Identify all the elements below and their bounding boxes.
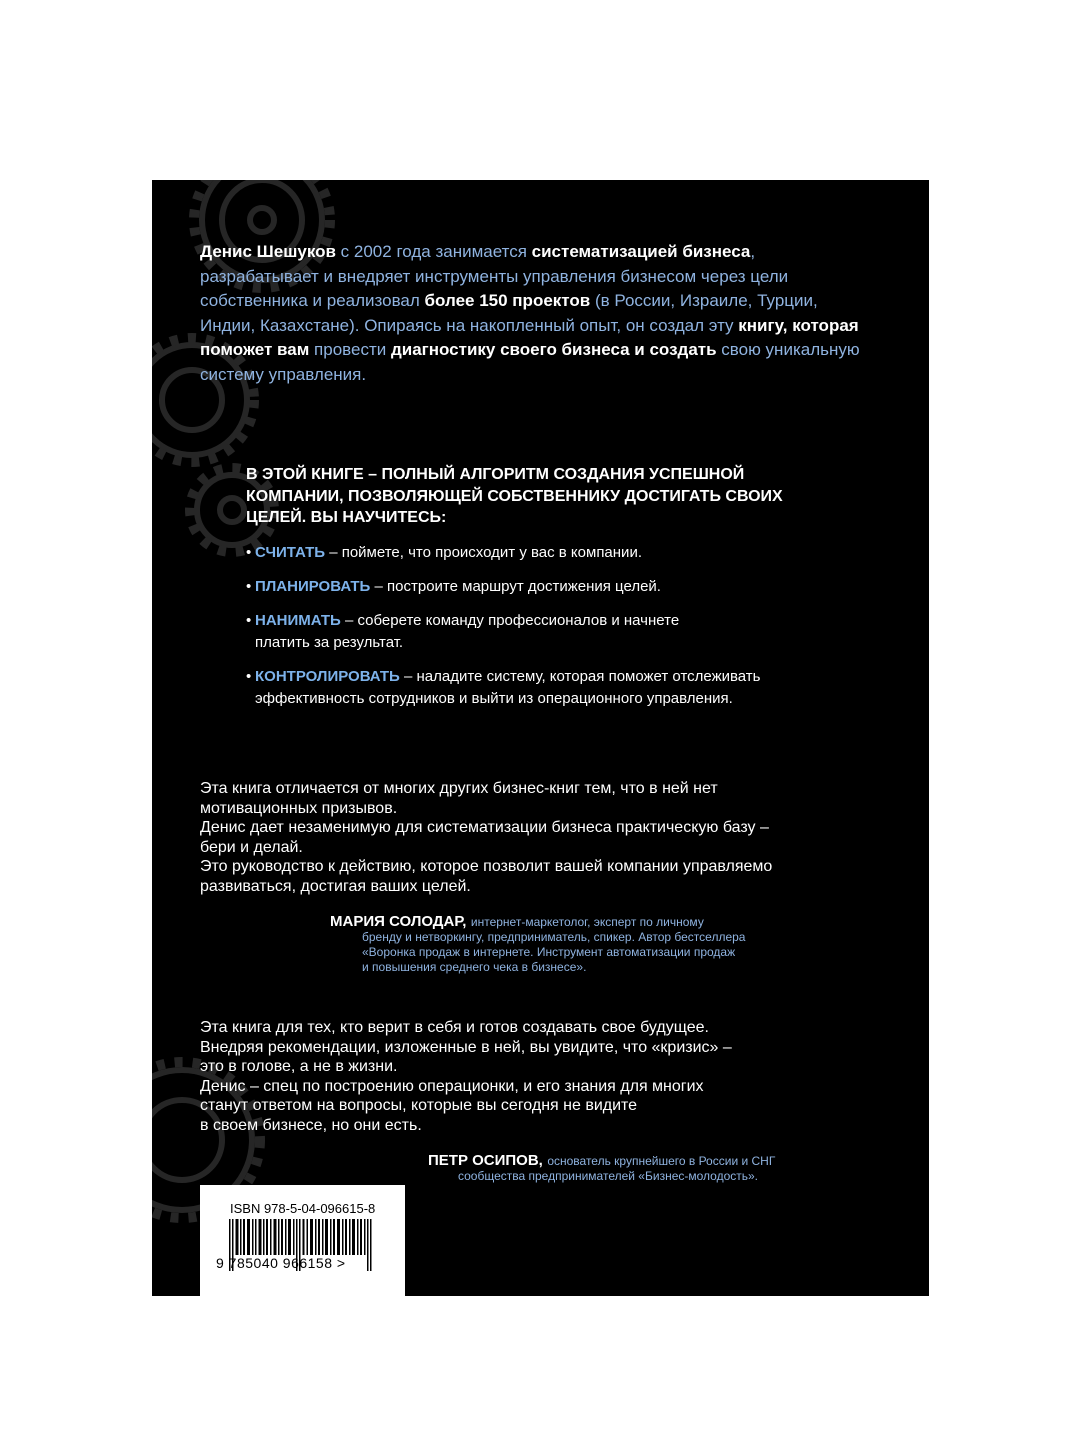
review-text: Эта книга для тех, кто верит в себя и готов создавать свое будущее. Внедряя рекомендации, изложенные в ней, вы увидите, что «кризис» – это в голове, а не в жизни. Денис – спец по построению операционки, и его знания для многих станут ответом на вопросы, которые вы сегодня не видите в своем бизнесе, но они есть. bbox=[200, 1019, 732, 1134]
review-text: Эта книга отличается от многих других бизнес-книг тем, что в ней нет мотивационных призывов. Денис дает незаменимую для систематизации бизнеса практическую базу – бери и делай. Это руководство к действию, которое позволит вашей компании управляемо развиваться, достигая ваших целей. bbox=[200, 780, 773, 895]
book-back-cover bbox=[152, 180, 929, 1296]
author-name: Денис Шешуков bbox=[200, 242, 336, 261]
isbn-barcode-block bbox=[200, 1185, 405, 1296]
bullet-keyword: НАНИМАТЬ bbox=[255, 612, 341, 629]
bullet-keyword: КОНТРОЛИРОВАТЬ bbox=[255, 668, 400, 685]
isbn-label: ISBN 978-5-04-096615-8 bbox=[230, 1201, 376, 1216]
reviewer-name: ПЕТР ОСИПОВ, bbox=[428, 1152, 543, 1169]
bullet-icon: • bbox=[246, 544, 252, 561]
isbn-digits: 9 785040 966158 > bbox=[216, 1255, 346, 1271]
bullet-item: • ПЛАНИРОВАТЬ – построите маршрут достижения целей. bbox=[246, 576, 846, 598]
reviewer-name: МАРИЯ СОЛОДАР, bbox=[330, 913, 467, 930]
bullet-keyword: СЧИТАТЬ bbox=[255, 544, 326, 561]
bullet-item: • КОНТРОЛИРОВАТЬ – наладите систему, которая поможет отслеживать эффективность сотрудников и выйти из операционного управления. bbox=[246, 668, 761, 707]
bullet-icon: • bbox=[246, 578, 252, 595]
author-intro: Денис Шешуков с 2002 года занимается систематизацией бизнеса, разрабатывает и внедряет инструменты управления бизнесом через цели собственника и реализовал более 150 проектов (в России, Израиле, Турции, Индии, Казахстане). Опираясь на накопленный опыт, он создал эту книгу, которая поможет вам провести диагностику своего бизнеса и создать свою уникальную систему управления. bbox=[200, 242, 860, 384]
bullet-item: • СЧИТАТЬ – поймете, что происходит у вас в компании. bbox=[246, 542, 846, 564]
review-attribution: ПЕТР ОСИПОВ, основатель крупнейшего в России и СНГ сообщества предпринимателей «Бизнес-молодость». bbox=[428, 1152, 776, 1183]
bullet-icon: • bbox=[246, 612, 252, 629]
algorithm-heading: В ЭТОЙ КНИГЕ – ПОЛНЫЙ АЛГОРИТМ СОЗДАНИЯ УСПЕШНОЙ КОМПАНИИ, ПОЗВОЛЯЮЩЕЙ СОБСТВЕННИКУ ДОСТИГАТЬ СВОИХ ЦЕЛЕЙ. ВЫ НАУЧИТЕСЬ: bbox=[246, 466, 783, 526]
bullet-keyword: ПЛАНИРОВАТЬ bbox=[255, 578, 371, 595]
review-attribution: МАРИЯ СОЛОДАР, интернет-маркетолог, эксперт по личному бренду и нетворкингу, предприниматель, спикер. Автор бестселлера «Воронка продаж в интернете. Инструмент автоматизации продаж и повышения среднего чека в бизнесе». bbox=[330, 913, 746, 974]
bullet-item: • НАНИМАТЬ – соберете команду профессионалов и начнете платить за результат. bbox=[246, 612, 680, 651]
bullet-icon: • bbox=[246, 668, 252, 685]
